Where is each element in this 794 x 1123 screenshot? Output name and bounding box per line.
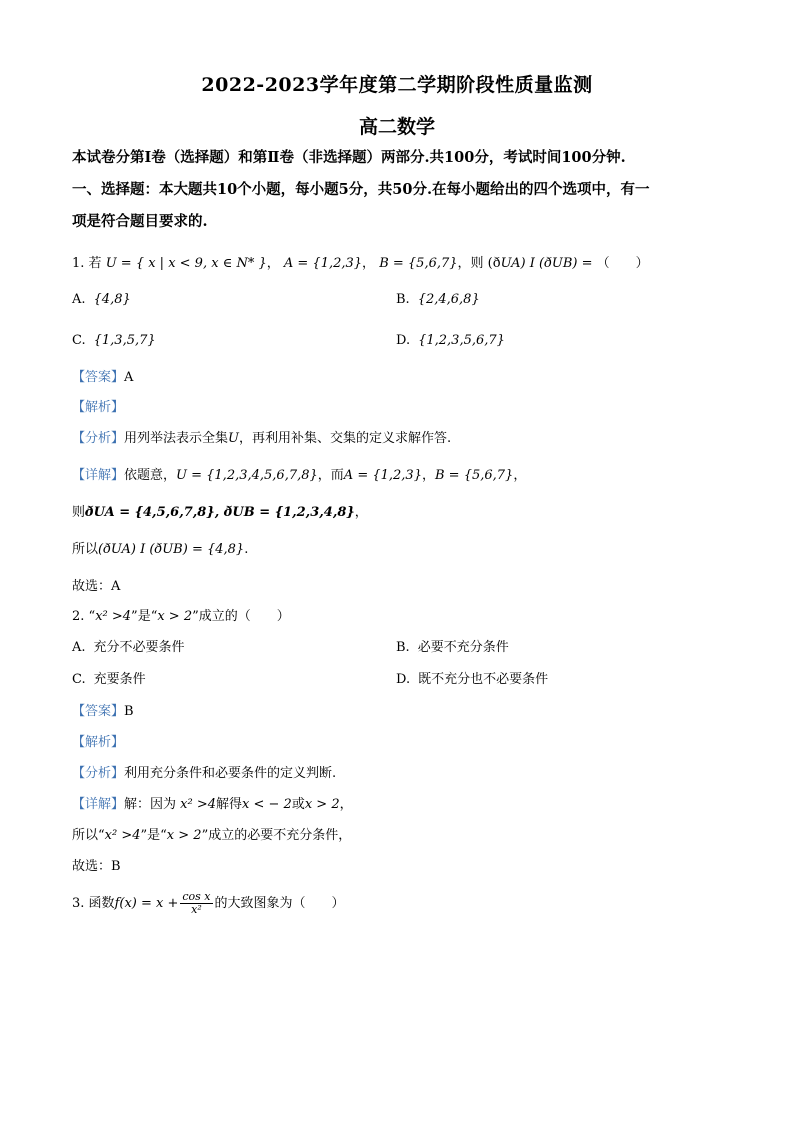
q1-step2-end: ， <box>354 505 368 520</box>
q1-set-a: A = {1,2,3} <box>283 256 363 271</box>
q2-fenxi-tag: 【分析】 <box>72 766 125 781</box>
q1-step2-expr: ðUA = {4,5,6,7,8}, ðUB = {1,2,3,4,8} <box>85 505 355 520</box>
q2-option-a <box>72 638 185 658</box>
q2-line2-pre: 所以“ <box>72 828 105 843</box>
q2-option-b-text: 必要不充分条件 <box>417 640 509 655</box>
q1-option-c-text: {1,3,5,7} <box>93 333 156 348</box>
exam-info: 本试卷分第Ⅰ卷（选择题）和第Ⅱ卷（非选择题）两部分.共100分，考试时间100分钟. <box>72 149 626 166</box>
q1-answer <box>72 368 133 388</box>
q3-prefix: 函数 <box>88 896 115 911</box>
q2-line2-end: ”成立的必要不充分条件， <box>201 828 352 843</box>
q1-detail-end: ， <box>513 468 527 483</box>
q1-fenxi-pre: 用列举法表示全集 <box>124 431 229 446</box>
q1-paren: （ ） <box>596 256 649 271</box>
q1-step2-pre: 则 <box>72 505 86 520</box>
q1-detail-tag: 【详解】 <box>72 468 125 483</box>
q2-analysis-tag: 【解析】 <box>72 735 125 750</box>
q1-stem <box>72 254 649 274</box>
q1-option-d-text: {1,2,3,5,6,7} <box>418 333 505 348</box>
q2-number: 2. <box>72 609 85 624</box>
q2-option-d <box>396 670 548 690</box>
q3-number: 3. <box>72 896 85 911</box>
q2-fenxi-text: 利用充分条件和必要条件的定义判断. <box>124 766 337 781</box>
q2-line2-expr2: x > 2 <box>166 828 202 843</box>
q2-stem-open: “ <box>88 609 96 624</box>
exam-title: 2022-2023学年度第二学期阶段性质量监测 <box>201 74 593 96</box>
q1-answer-value: A <box>124 370 134 385</box>
q1-option-a-text: {4,8} <box>93 292 131 307</box>
q1-step2 <box>72 503 368 523</box>
q2-detail <box>72 795 353 815</box>
q2-detail-expr1: x² >4 <box>180 797 217 812</box>
q3-fraction <box>180 891 212 916</box>
q2-option-a-text: 充分不必要条件 <box>93 640 185 655</box>
q1-analysis-tag: 【解析】 <box>72 400 125 415</box>
q2-conclusion: 故选：B <box>72 859 121 874</box>
q2-stem-close: ”成立的（ ） <box>192 609 290 624</box>
q2-detail-mid: 解得 <box>216 797 243 812</box>
q2-line2 <box>72 826 351 846</box>
section-heading-line1: 一、选择题：本大题共10个小题，每小题5分，共50分.在每小题给出的四个选项中，有一 <box>72 181 650 198</box>
q1-step3-pre: 所以 <box>72 542 99 557</box>
q2-line2-mid: ”是“ <box>140 828 167 843</box>
q1-detail-sep: ， <box>421 468 435 483</box>
q1-option-d-label: D. <box>396 333 411 348</box>
q3-func-lhs: f(x) = x + <box>114 896 179 911</box>
q3-frac-num: cos x <box>182 890 211 903</box>
section-heading-line2: 项是符合题目要求的. <box>72 213 208 230</box>
q2-option-d-text: 既不充分也不必要条件 <box>418 672 549 687</box>
q1-option-c <box>72 331 156 351</box>
q1-sep2: ， <box>362 256 376 271</box>
q1-answer-tag: 【答案】 <box>72 370 125 385</box>
q2-option-d-label: D. <box>396 672 411 687</box>
q2-answer <box>72 702 134 722</box>
q1-detail <box>72 466 526 486</box>
q2-option-b <box>396 638 509 658</box>
q2-option-a-label: A. <box>72 640 86 655</box>
q1-option-a <box>72 290 131 310</box>
q3-suffix: 的大致图象为（ ） <box>214 896 345 911</box>
q2-stem-expr1: x² >4 <box>95 609 132 624</box>
q2-answer-value: B <box>124 704 134 719</box>
q2-option-c <box>72 670 146 690</box>
q1-step3-expr: (ðUA) I (ðUB) = {4,8} <box>98 542 245 557</box>
q1-option-b-text: {2,4,6,8} <box>417 292 480 307</box>
q1-number: 1. <box>72 256 85 271</box>
q1-detail-b: B = {5,6,7} <box>434 468 514 483</box>
q2-option-c-label: C. <box>72 672 86 687</box>
q2-stem-expr2: x > 2 <box>157 609 193 624</box>
q3-stem <box>72 890 345 918</box>
q1-fenxi-post: ，再利用补集、交集的定义求解作答. <box>239 431 452 446</box>
q1-fenxi <box>72 429 451 449</box>
q2-detail-tag: 【详解】 <box>72 797 125 812</box>
q1-ask: ，则 (ð <box>457 256 501 271</box>
q1-set-b: B = {5,6,7} <box>379 256 458 271</box>
q1-prefix: 若 <box>88 256 102 271</box>
q1-option-a-label: A. <box>72 292 86 307</box>
q1-detail-u: U = {1,2,3,4,5,6,7,8} <box>176 468 318 483</box>
q2-detail-pre: 解：因为 <box>124 797 177 812</box>
q1-detail-a: A = {1,2,3} <box>343 468 422 483</box>
q1-conclusion: 故选：A <box>72 579 121 594</box>
q1-option-b-label: B. <box>396 292 410 307</box>
q1-option-c-label: C. <box>72 333 86 348</box>
q1-step3 <box>72 540 248 560</box>
q3-frac-den: x² <box>191 903 202 916</box>
q2-detail-or: 或 <box>291 797 305 812</box>
q2-fenxi <box>72 764 336 784</box>
q2-option-c-text: 充要条件 <box>93 672 146 687</box>
q2-detail-end: ， <box>339 797 353 812</box>
q2-line2-expr1: x² >4 <box>104 828 141 843</box>
q2-detail-expr3: x > 2 <box>304 797 340 812</box>
q1-option-d <box>396 331 505 351</box>
q2-stem-mid: ”是“ <box>131 609 158 624</box>
q2-option-b-label: B. <box>396 640 410 655</box>
q1-detail-mid: ，而 <box>317 468 344 483</box>
q1-fenxi-tag: 【分析】 <box>72 431 125 446</box>
exam-subject: 高二数学 <box>358 116 435 138</box>
q1-detail-pre: 依题意， <box>124 468 177 483</box>
q1-set-u: U = { x | x < 9, x ∈ N* } <box>105 256 267 271</box>
q1-option-b <box>396 290 480 310</box>
q2-stem <box>72 607 290 627</box>
q2-detail-expr2: x < − 2 <box>242 797 292 812</box>
q1-fenxi-var: U <box>228 431 239 446</box>
q1-step3-end: . <box>244 542 249 557</box>
q1-ask-expr: UA) I (ðUB) = <box>500 256 593 271</box>
q1-sep1: ， <box>266 256 280 271</box>
q2-answer-tag: 【答案】 <box>72 704 125 719</box>
